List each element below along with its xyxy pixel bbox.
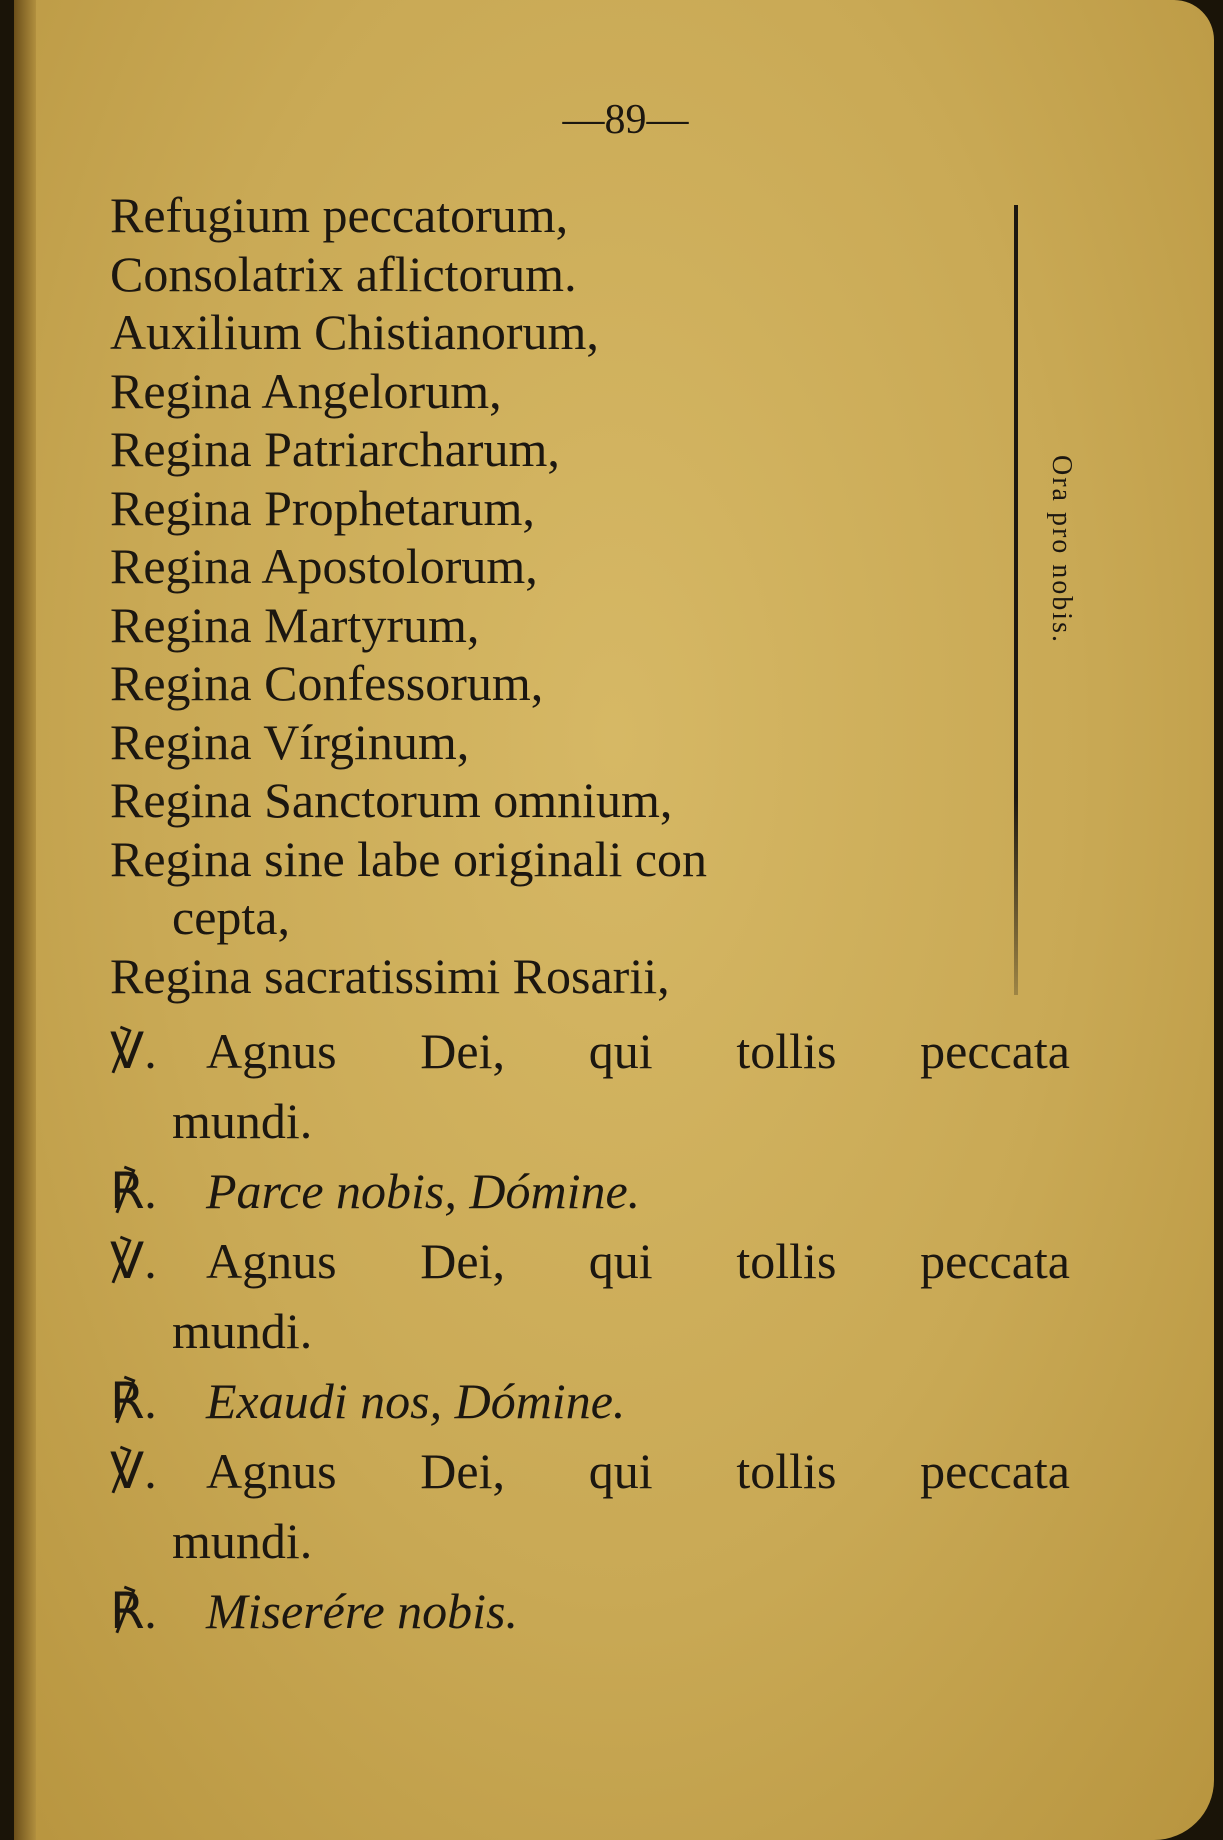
response-text: Miserére nobis. <box>206 1583 518 1639</box>
versicle-text: Agnus Dei, qui tollis peccata <box>206 1023 1070 1079</box>
litany-line: Regina Apostolorum, <box>110 538 538 594</box>
response-text: Parce nobis, Dómine. <box>206 1163 641 1219</box>
versicle-continuation: mundi. <box>172 1303 313 1359</box>
bracket-line <box>1014 205 1018 995</box>
litany-line: Regina Prophetarum, <box>110 479 535 536</box>
response-symbol: ℟. <box>110 1373 157 1429</box>
litany-list <box>110 186 707 1005</box>
litany-line: Regina Martyrum, <box>110 596 480 653</box>
versicle-symbol: ℣. <box>110 1443 157 1499</box>
side-response-label: Ora pro nobis. <box>1046 455 1077 644</box>
litany-line-continuation: cepta, <box>172 889 290 945</box>
versicle-symbol: ℣. <box>110 1233 157 1289</box>
versicle-continuation: mundi. <box>172 1513 313 1569</box>
versicle-continuation: mundi. <box>172 1093 313 1149</box>
versicle-text: Agnus Dei, qui tollis peccata <box>206 1443 1070 1499</box>
response-line <box>110 1576 1070 1646</box>
versicle-section <box>110 1016 1070 1646</box>
litany-line: Regina Confessorum, <box>110 655 544 711</box>
response-symbol: ℟. <box>110 1163 157 1219</box>
response-symbol: ℟. <box>110 1583 157 1639</box>
litany-line: Auxilium Chistianorum, <box>110 304 599 360</box>
response-text: Exaudi nos, Dómine. <box>206 1373 626 1429</box>
page-number: —89— <box>562 97 689 143</box>
response-line <box>110 1156 1070 1226</box>
litany-line: Regina sacratissimi Rosarii, <box>110 947 670 1004</box>
book-page <box>14 0 1214 1840</box>
response-line <box>110 1366 1070 1436</box>
versicle-text: Agnus Dei, qui tollis peccata <box>206 1233 1070 1289</box>
versicle-symbol: ℣. <box>110 1023 157 1079</box>
litany-line: Regina Sanctorum omnium, <box>110 772 673 828</box>
litany-line: Regina Vírginum, <box>110 713 470 770</box>
versicle-line <box>110 1016 1070 1086</box>
versicle-line <box>110 1226 1070 1296</box>
litany-line: Consolatrix aflictorum. <box>110 245 577 302</box>
litany-line: Refugium peccatorum, <box>110 187 569 243</box>
versicle-line <box>110 1436 1070 1506</box>
litany-line: Regina sine labe originali con <box>110 830 708 887</box>
litany-line: Regina Patriarcharum, <box>110 421 560 477</box>
litany-line: Regina Angelorum, <box>110 362 502 419</box>
